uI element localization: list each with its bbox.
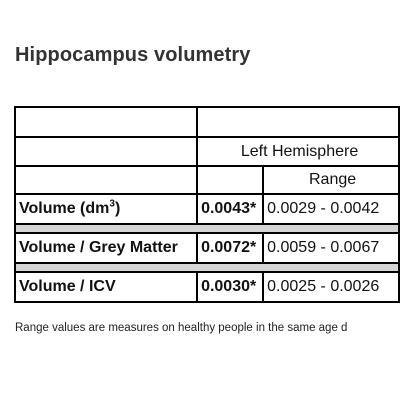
row-label-superscript: 3	[109, 198, 115, 210]
row-value: 0.0072*	[197, 233, 263, 263]
row-value: 0.0030*	[197, 272, 263, 302]
row-range: 0.0029 - 0.0042	[263, 194, 399, 224]
empty-header-cell	[197, 166, 263, 194]
volumetry-table	[14, 106, 400, 303]
table-spacer-row	[15, 263, 399, 272]
spacer-cell	[15, 224, 399, 233]
hemisphere-header: Left Hemisphere	[197, 137, 399, 166]
footnote: Range values are measures on healthy people in the same age d	[15, 322, 348, 334]
table-header-row-hemisphere	[15, 137, 399, 166]
row-label	[15, 194, 197, 224]
empty-header-cell	[15, 137, 197, 166]
table-header-row-top	[15, 107, 399, 137]
row-range: 0.0059 - 0.0067	[263, 233, 399, 263]
table-spacer-row	[15, 224, 399, 233]
empty-header-cell	[15, 107, 197, 137]
spacer-cell	[15, 263, 399, 272]
empty-header-cell	[197, 107, 399, 137]
table-row	[15, 194, 399, 224]
table-row	[15, 272, 399, 302]
table-header-row-range	[15, 166, 399, 194]
row-range: 0.0025 - 0.0026	[263, 272, 399, 302]
row-value: 0.0043*	[197, 194, 263, 224]
empty-header-cell	[15, 166, 197, 194]
page-title: Hippocampus volumetry	[15, 44, 251, 66]
table-row	[15, 233, 399, 263]
range-header: Range	[263, 166, 399, 194]
row-label: Volume / Grey Matter	[15, 233, 197, 263]
row-label-text: Volume (dm	[19, 200, 110, 217]
row-label-suffix: )	[114, 200, 121, 217]
row-label: Volume / ICV	[15, 272, 197, 302]
